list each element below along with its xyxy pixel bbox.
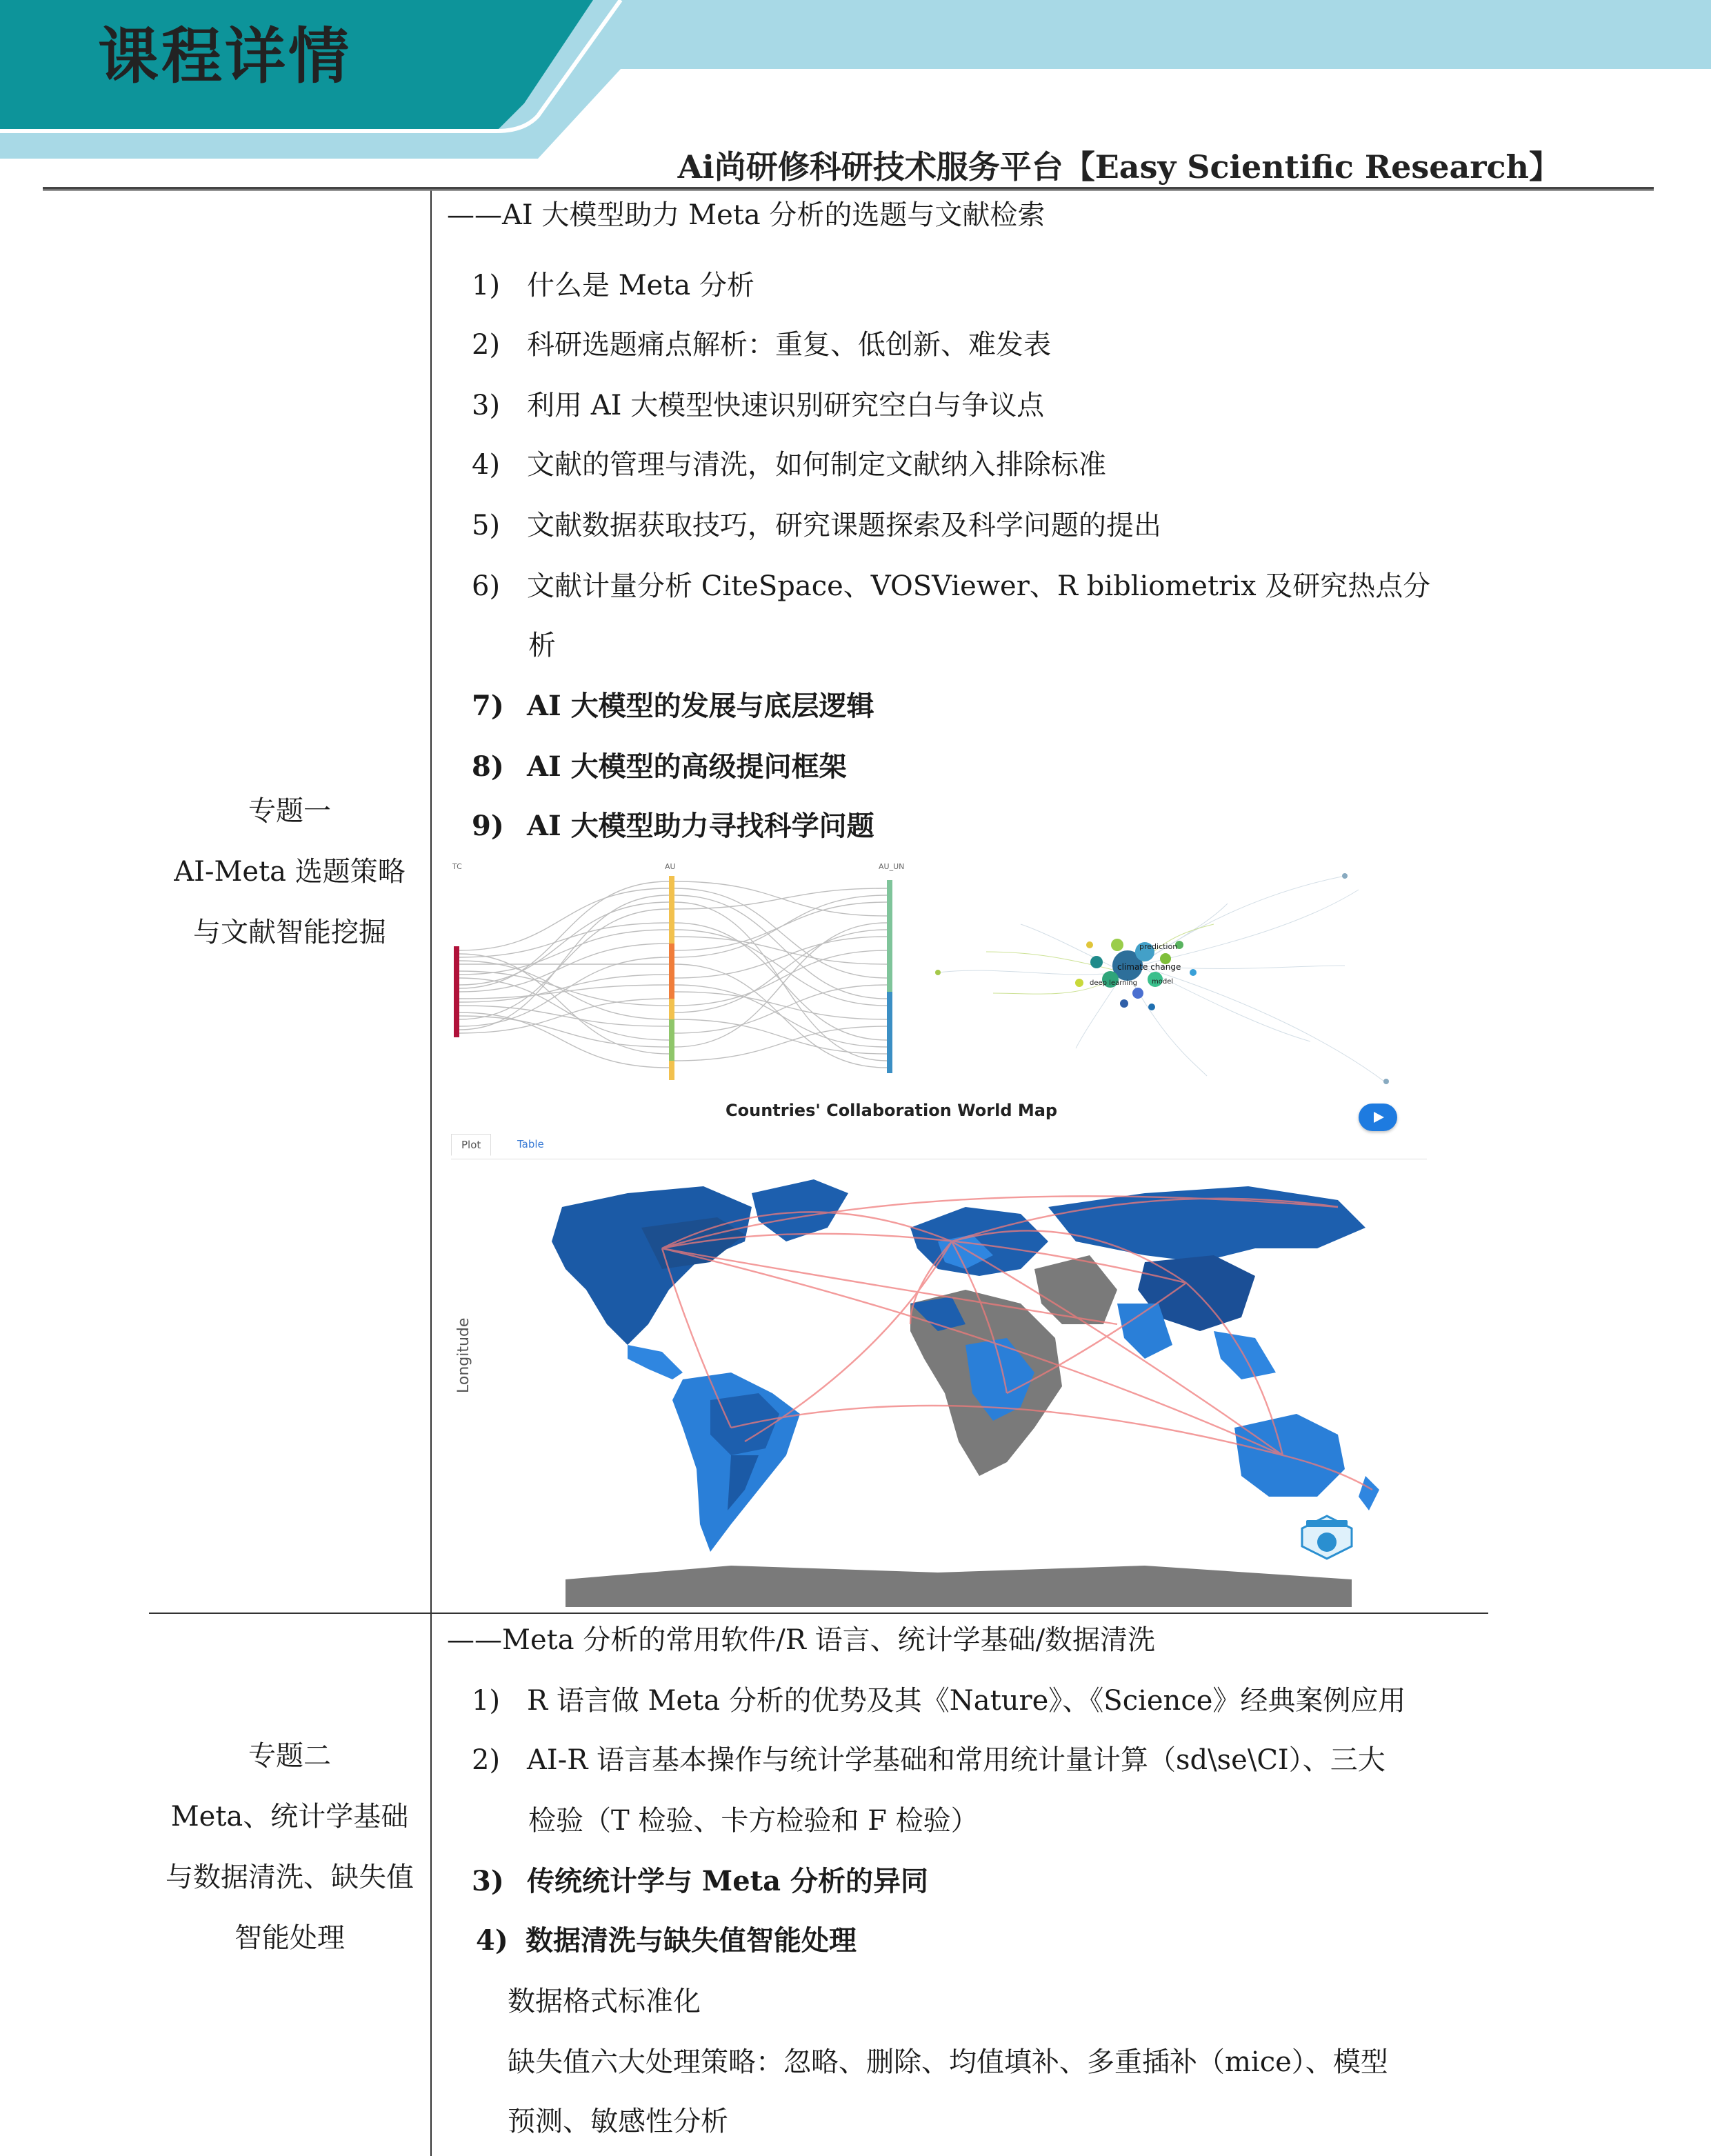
topic2-item bbox=[472, 1738, 1385, 1777]
topic1-item-continuation: 析 bbox=[528, 630, 556, 661]
platform-subtitle: Ai尚研修科研技术服务平台【Easy Scientific Research】 bbox=[677, 148, 1561, 186]
play-button[interactable] bbox=[1359, 1104, 1397, 1131]
topic2-item bbox=[476, 1919, 857, 1958]
badge-logo bbox=[1299, 1515, 1354, 1560]
topic1-section-title: ——AI 大模型助力 Meta 分析的选题与文献检索 bbox=[447, 199, 1045, 231]
topic1-item bbox=[472, 804, 874, 844]
item-text: 利用 AI 大模型快速识别研究空白与争议点 bbox=[527, 390, 1045, 421]
topic2-label-line: 智能处理 bbox=[234, 1922, 345, 1954]
sankey-figure bbox=[451, 861, 906, 1088]
item-text: 数据清洗与缺失值智能处理 bbox=[526, 1924, 857, 1957]
header-rule bbox=[43, 187, 1654, 190]
item-number: 1) bbox=[472, 1685, 501, 1717]
topic2-item bbox=[472, 1679, 1405, 1718]
sankey-node-tc bbox=[454, 946, 459, 1037]
world-map-svg bbox=[524, 1166, 1393, 1607]
play-icon bbox=[1372, 1110, 1385, 1124]
topic1-item bbox=[472, 383, 1044, 423]
item-number: 3) bbox=[472, 1865, 504, 1897]
map-title: Countries' Collaboration World Map bbox=[726, 1101, 1058, 1120]
item-number: 2) bbox=[472, 1744, 501, 1776]
page-title: 课程详情 bbox=[98, 21, 352, 92]
topic1-item bbox=[472, 443, 1106, 482]
item-text: AI-R 语言基本操作与统计学基础和常用统计量计算（sd\se\CI）、三大 bbox=[527, 1744, 1385, 1776]
topic1-label-line: 专题一 bbox=[248, 795, 331, 827]
map-tab-bar bbox=[451, 1130, 1427, 1159]
sankey-axis-label: AU_UN bbox=[879, 862, 905, 871]
item-number: 2) bbox=[472, 329, 501, 361]
topic2-item bbox=[472, 1859, 928, 1899]
topic1-item bbox=[472, 323, 1051, 362]
tab-plot[interactable]: Plot bbox=[451, 1134, 491, 1156]
topic1-item bbox=[472, 745, 847, 784]
tab-table[interactable]: Table bbox=[517, 1138, 544, 1150]
item-number: 9) bbox=[472, 810, 504, 842]
item-text: 什么是 Meta 分析 bbox=[527, 270, 754, 301]
item-text: 文献数据获取技巧，研究课题探索及科学问题的提出 bbox=[527, 510, 1161, 541]
topic2-subline: 数据格式标准化 bbox=[508, 1986, 701, 2017]
item-number: 5) bbox=[472, 510, 501, 541]
item-text: 传统统计学与 Meta 分析的异同 bbox=[527, 1865, 928, 1897]
item-number: 1) bbox=[472, 270, 501, 301]
item-number: 6) bbox=[472, 570, 501, 602]
item-number: 7) bbox=[472, 690, 504, 722]
sankey-axis-label: AU bbox=[665, 862, 676, 871]
topic2-label-line: 与数据清洗、缺失值 bbox=[166, 1861, 414, 1893]
item-text: R 语言做 Meta 分析的优势及其《Nature》、《Science》经典案例应用 bbox=[527, 1685, 1406, 1717]
item-text: 文献的管理与清洗，如何制定文献纳入排除标准 bbox=[527, 449, 1106, 481]
topic2-section-title: ——Meta 分析的常用软件/R 语言、统计学基础/数据清洗 bbox=[447, 1624, 1156, 1656]
topic1-item bbox=[472, 564, 1430, 603]
table-row-divider bbox=[149, 1613, 1488, 1614]
topic1-item bbox=[472, 684, 874, 723]
sankey-plot bbox=[451, 861, 906, 1088]
item-text: 科研选题痛点解析：重复、低创新、难发表 bbox=[527, 329, 1051, 361]
topic1-label bbox=[149, 781, 430, 963]
item-number: 3) bbox=[472, 390, 501, 421]
table-top-rule bbox=[43, 190, 1654, 191]
topic2-label-line: 专题二 bbox=[248, 1740, 331, 1772]
network-node-label: prediction bbox=[1139, 942, 1178, 951]
topic1-label-line: 与文献智能挖掘 bbox=[193, 917, 386, 948]
network-node-label: deep learning bbox=[1090, 979, 1137, 987]
item-number: 8) bbox=[472, 750, 504, 783]
topic2-label-line: Meta、统计学基础 bbox=[170, 1801, 409, 1833]
keyword-network bbox=[917, 862, 1400, 1090]
network-node-label: climate change bbox=[1117, 962, 1181, 972]
topic2-label bbox=[149, 1726, 430, 1968]
table-column-divider bbox=[430, 190, 432, 2156]
topic2-subline: 预测、敏感性分析 bbox=[508, 2106, 728, 2137]
network-node-label: model bbox=[1152, 978, 1174, 986]
topic2-subline: 缺失值六大处理策略：忽略、删除、均值填补、多重插补（mice）、模型 bbox=[508, 2046, 1388, 2078]
item-text: AI 大模型的高级提问框架 bbox=[527, 750, 847, 783]
topic1-item bbox=[472, 263, 754, 303]
topic2-item-continuation: 检验（T 检验、卡方检验和 F 检验） bbox=[528, 1805, 979, 1837]
item-number: 4) bbox=[472, 449, 501, 481]
topic1-item bbox=[472, 503, 1161, 543]
axis-label-longitude: Longitude bbox=[455, 1317, 472, 1393]
world-map bbox=[524, 1166, 1393, 1607]
sankey-axis-label: TC bbox=[452, 862, 462, 871]
item-text: 文献计量分析 CiteSpace、VOSViewer、R bibliometrix 及研究热点分 bbox=[527, 570, 1431, 602]
item-text: AI 大模型的发展与底层逻辑 bbox=[527, 690, 874, 722]
item-number: 4) bbox=[476, 1924, 508, 1957]
item-text: AI 大模型助力寻找科学问题 bbox=[527, 810, 874, 842]
topic1-label-line: AI-Meta 选题策略 bbox=[174, 856, 406, 888]
network-figure bbox=[917, 862, 1400, 1090]
